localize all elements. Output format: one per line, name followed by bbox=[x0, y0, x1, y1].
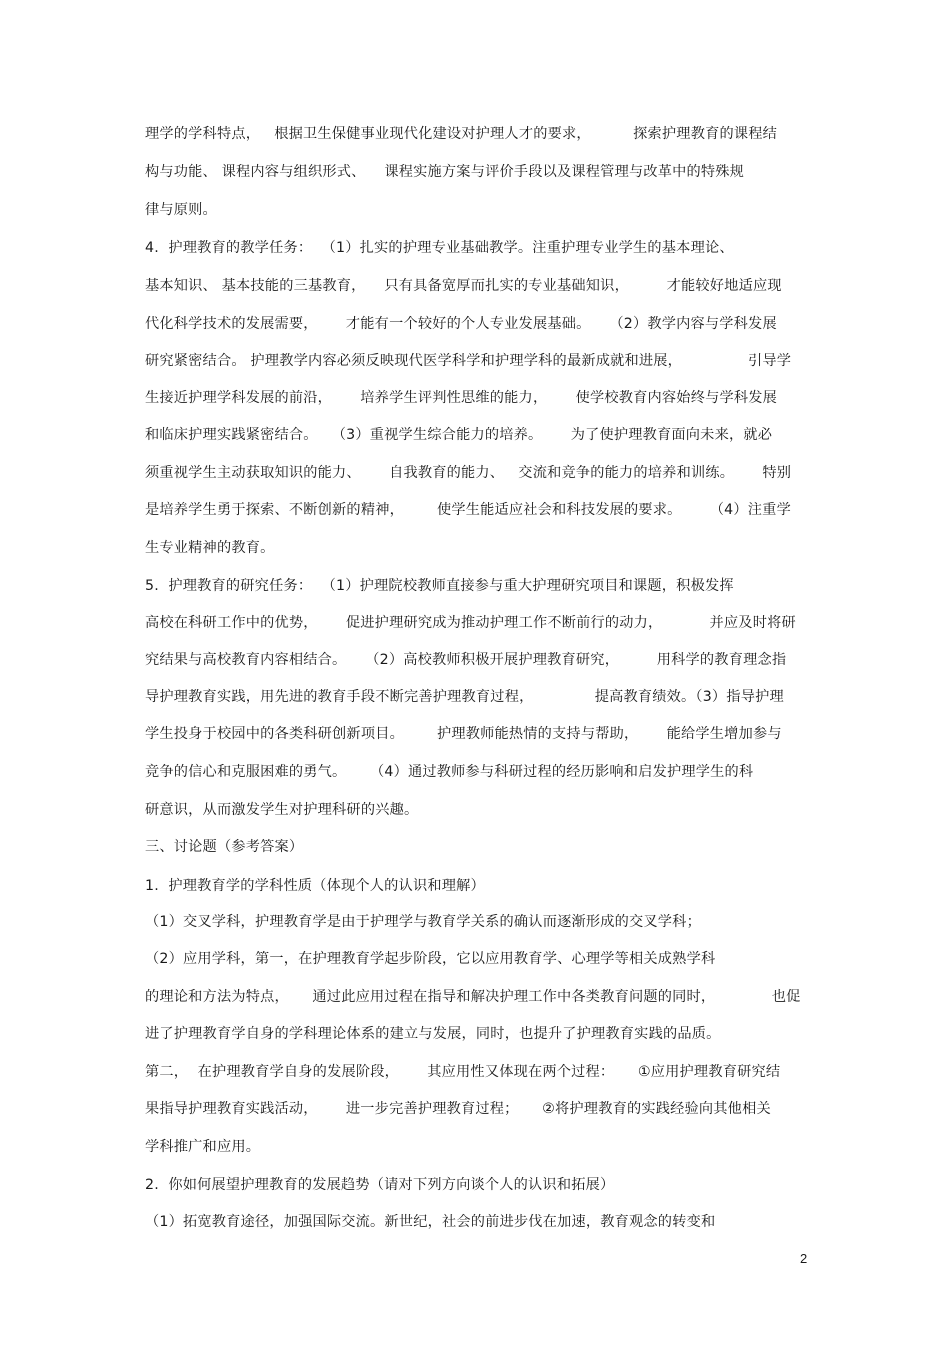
text-line: 构与功能、 课程内容与组织形式、 课程实施方案与评价手段以及课程管理与改革中的特殊规 bbox=[145, 164, 745, 180]
text-line: 理学的学科特点， 根据卫生保健事业现代化建设对护理人才的要求， 探索护理教育的课程结 bbox=[145, 126, 778, 142]
text-line: （1）拓宽教育途径，加强国际交流。新世纪，社会的前进步伐在加速，教育观念的转变和 bbox=[145, 1214, 716, 1230]
text-line: （1）交叉学科，护理教育学是由于护理学与教育学关系的确认而逐渐形成的交叉学科； bbox=[145, 914, 701, 930]
text-line: 律与原则。 bbox=[145, 202, 217, 218]
text-line: 2. 你如何展望护理教育的发展趋势（请对下列方向谈个人的认识和拓展） bbox=[145, 1177, 615, 1193]
text-line: 学生投身于校园中的各类科研创新项目。 护理教师能热情的支持与帮助， 能给学生增加参与 bbox=[145, 726, 782, 742]
text-line: 和临床护理实践紧密结合。 （3）重视学生综合能力的培养。 为了使护理教育面向未来，就必 bbox=[145, 427, 773, 443]
text-line: 研究紧密结合。 护理教学内容必须反映现代医学科学和护理学科的最新成就和进展， 引导学 bbox=[145, 353, 792, 369]
text-line: 第二， 在护理教育学自身的发展阶段， 其应用性又体现在两个过程： ①应用护理教育研究结 bbox=[145, 1064, 781, 1080]
text-line: 基本知识、 基本技能的三基教育， 只有具备宽厚而扎实的专业基础知识， 才能较好地适应现 bbox=[145, 278, 782, 294]
text-line: （2）应用学科，第一，在护理教育学起步阶段，它以应用教育学、心理学等相关成熟学科 bbox=[145, 951, 716, 967]
text-line: 进了护理教育学自身的学科理论体系的建立与发展，同时，也提升了护理教育实践的品质。 bbox=[145, 1026, 721, 1042]
text-line: 究结果与高校教育内容相结合。 （2）高校教师积极开展护理教育研究， 用科学的教育理念指 bbox=[145, 652, 787, 668]
text-line: 学科推广和应用。 bbox=[145, 1139, 261, 1155]
page-number: 2 bbox=[800, 1251, 808, 1266]
text-line: 须重视学生主动获取知识的能力、 自我教育的能力、 交流和竞争的能力的培养和训练。 特别 bbox=[145, 465, 792, 481]
text-line: 1. 护理教育学的学科性质（体现个人的认识和理解） bbox=[145, 878, 485, 894]
text-line: 5. 护理教育的研究任务： （1）护理院校教师直接参与重大护理研究项目和课题，积极发挥 bbox=[145, 578, 734, 594]
text-line: 高校在科研工作中的优势， 促进护理研究成为推动护理工作不断前行的动力， 并应及时将研 bbox=[145, 615, 796, 631]
text-line: 生专业精神的教育。 bbox=[145, 540, 275, 556]
text-line: 研意识，从而激发学生对护理科研的兴趣。 bbox=[145, 802, 419, 818]
text-line: 导护理教育实践，用先进的教育手段不断完善护理教育过程， 提高教育绩效。（3）指导护理 bbox=[145, 689, 784, 705]
text-line: 果指导护理教育实践活动， 进一步完善护理教育过程； ②将护理教育的实践经验向其他相关 bbox=[145, 1101, 771, 1117]
text-line: 竞争的信心和克服困难的勇气。 （4）通过教师参与科研过程的经历影响和启发护理学生的科 bbox=[145, 764, 754, 780]
text-line: 生接近护理学科发展的前沿， 培养学生评判性思维的能力， 使学校教育内容始终与学科发展 bbox=[145, 390, 778, 406]
text-line: 是培养学生勇于探索、不断创新的精神， 使学生能适应社会和科技发展的要求。 （4）注重学 bbox=[145, 502, 791, 518]
text-line: 的理论和方法为特点， 通过此应用过程在指导和解决护理工作中各类教育问题的同时， 也促 bbox=[145, 989, 801, 1005]
text-line: 4. 护理教育的教学任务： （1）扎实的护理专业基础教学。注重护理专业学生的基本理论、 bbox=[145, 240, 734, 256]
text-line: 代化科学技术的发展需要， 才能有一个较好的个人专业发展基础。 （2）教学内容与学科发展 bbox=[145, 316, 777, 332]
section-heading: 三、讨论题（参考答案） bbox=[145, 839, 304, 855]
